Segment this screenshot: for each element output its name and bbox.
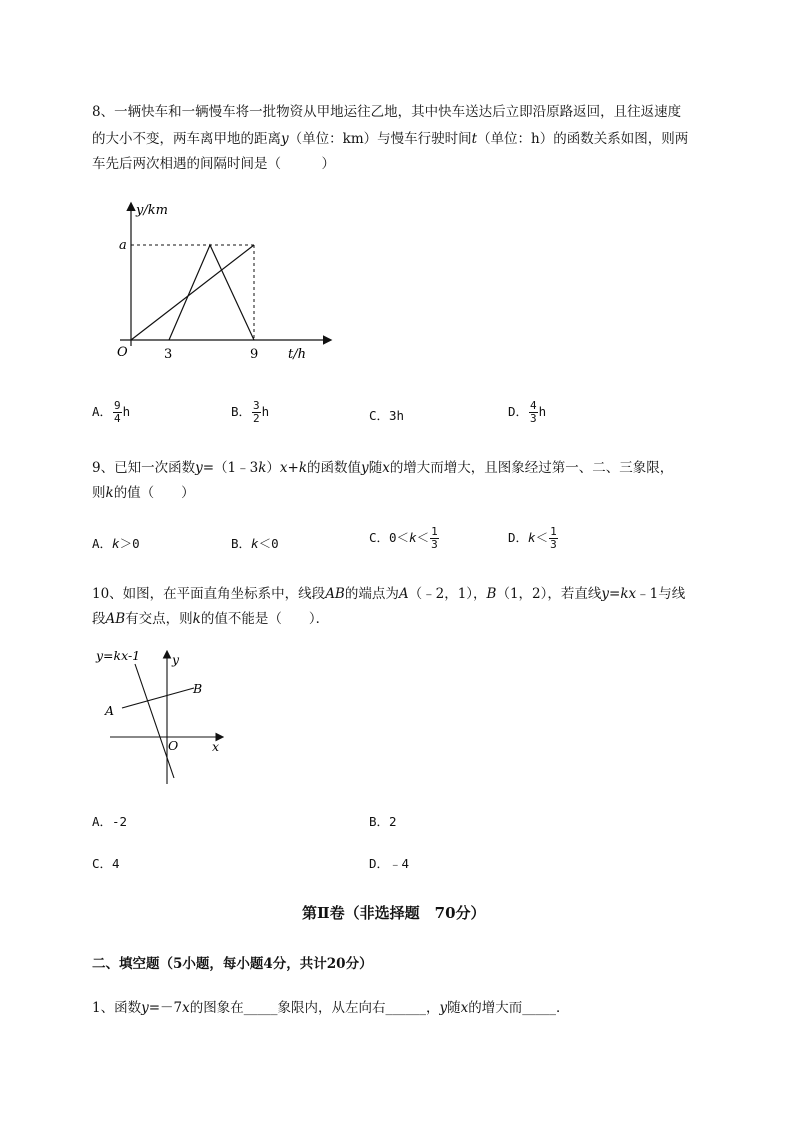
part2-title: 第Ⅱ卷（非选择题 70分）	[302, 904, 486, 922]
q8-option-d[interactable]: D． $\frac{4}{3}$ h	[508, 399, 547, 425]
q9-option-b[interactable]: B．k＜0	[231, 536, 279, 551]
q9-option-a[interactable]: A．k＞0	[92, 536, 140, 551]
q10-option-b[interactable]: B．2	[369, 814, 397, 829]
q8-fast-car-line	[169, 245, 254, 340]
q10-b-label: B	[193, 681, 203, 696]
q9-line-1: 9、已知一次函数y=（1﹣3k）x+k的函数值y随x的增大而增大，且图象经过第一、二、三象限，	[92, 460, 674, 476]
q10-line-label: y=kx-1	[96, 648, 141, 663]
fill-in-section-heading: 二、填空题（5小题，每小题4分，共计20分）	[92, 956, 373, 972]
q8-line-1: 8、一辆快车和一辆慢车将一批物资从甲地运往乙地，其中快车送达后立即沿原路返回，且往返速度	[92, 104, 682, 120]
q8-a-label: a	[119, 238, 127, 253]
q9-option-c[interactable]: C．0＜k＜ $\frac{1}{3}$	[369, 525, 438, 551]
q8-y-label: y/km	[136, 203, 168, 218]
q8-tick-3: 3	[164, 347, 173, 362]
q10-line-2: 段AB有交点，则k的值不能是（ ）．	[92, 611, 330, 627]
q10-segment-ab	[122, 688, 194, 708]
q8-option-b[interactable]: B． $\frac{3}{2}$ h	[231, 399, 270, 425]
q8-slow-car-line	[131, 245, 254, 340]
q8-line-3: 车先后两次相遇的间隔时间是（ ）	[92, 156, 335, 172]
fill-q1: 1、函数y=－7x的图象在_____象限内，从左向右______，y随x的增大而_____．	[92, 1000, 570, 1016]
q10-origin-label: O	[168, 738, 179, 753]
q8-tick-9: 9	[250, 347, 259, 362]
q10-x-label: x	[212, 739, 220, 754]
q10-y-label: y	[172, 652, 180, 667]
q10-option-a[interactable]: A．-2	[92, 814, 128, 829]
q8-option-c[interactable]: C．3h	[369, 408, 405, 423]
q8-origin-label: O	[117, 345, 128, 360]
q8-graph	[100, 196, 340, 366]
q9-line-2: 则k的值（ ）	[92, 485, 195, 501]
q8-x-label: t/h	[288, 347, 306, 362]
q8-line-2: 的大小不变，两车离甲地的距离y（单位：km）与慢车行驶时间t（单位：h）的函数关系如图，则两	[92, 131, 689, 147]
q10-option-d[interactable]: D．﹣4	[369, 856, 410, 871]
q10-line-kx	[135, 664, 174, 778]
q8-option-a[interactable]: A． $\frac{9}{4}$ h	[92, 399, 131, 425]
q10-option-c[interactable]: C．4	[92, 856, 120, 871]
q9-option-d[interactable]: D．k＜ $\frac{1}{3}$	[508, 525, 557, 551]
q10-a-label: A	[105, 703, 115, 718]
q10-graph	[90, 644, 240, 794]
q10-line-1: 10、如图，在平面直角坐标系中，线段AB的端点为A（﹣2，1），B（1，2），若直线y=kx﹣1与线	[92, 586, 686, 602]
